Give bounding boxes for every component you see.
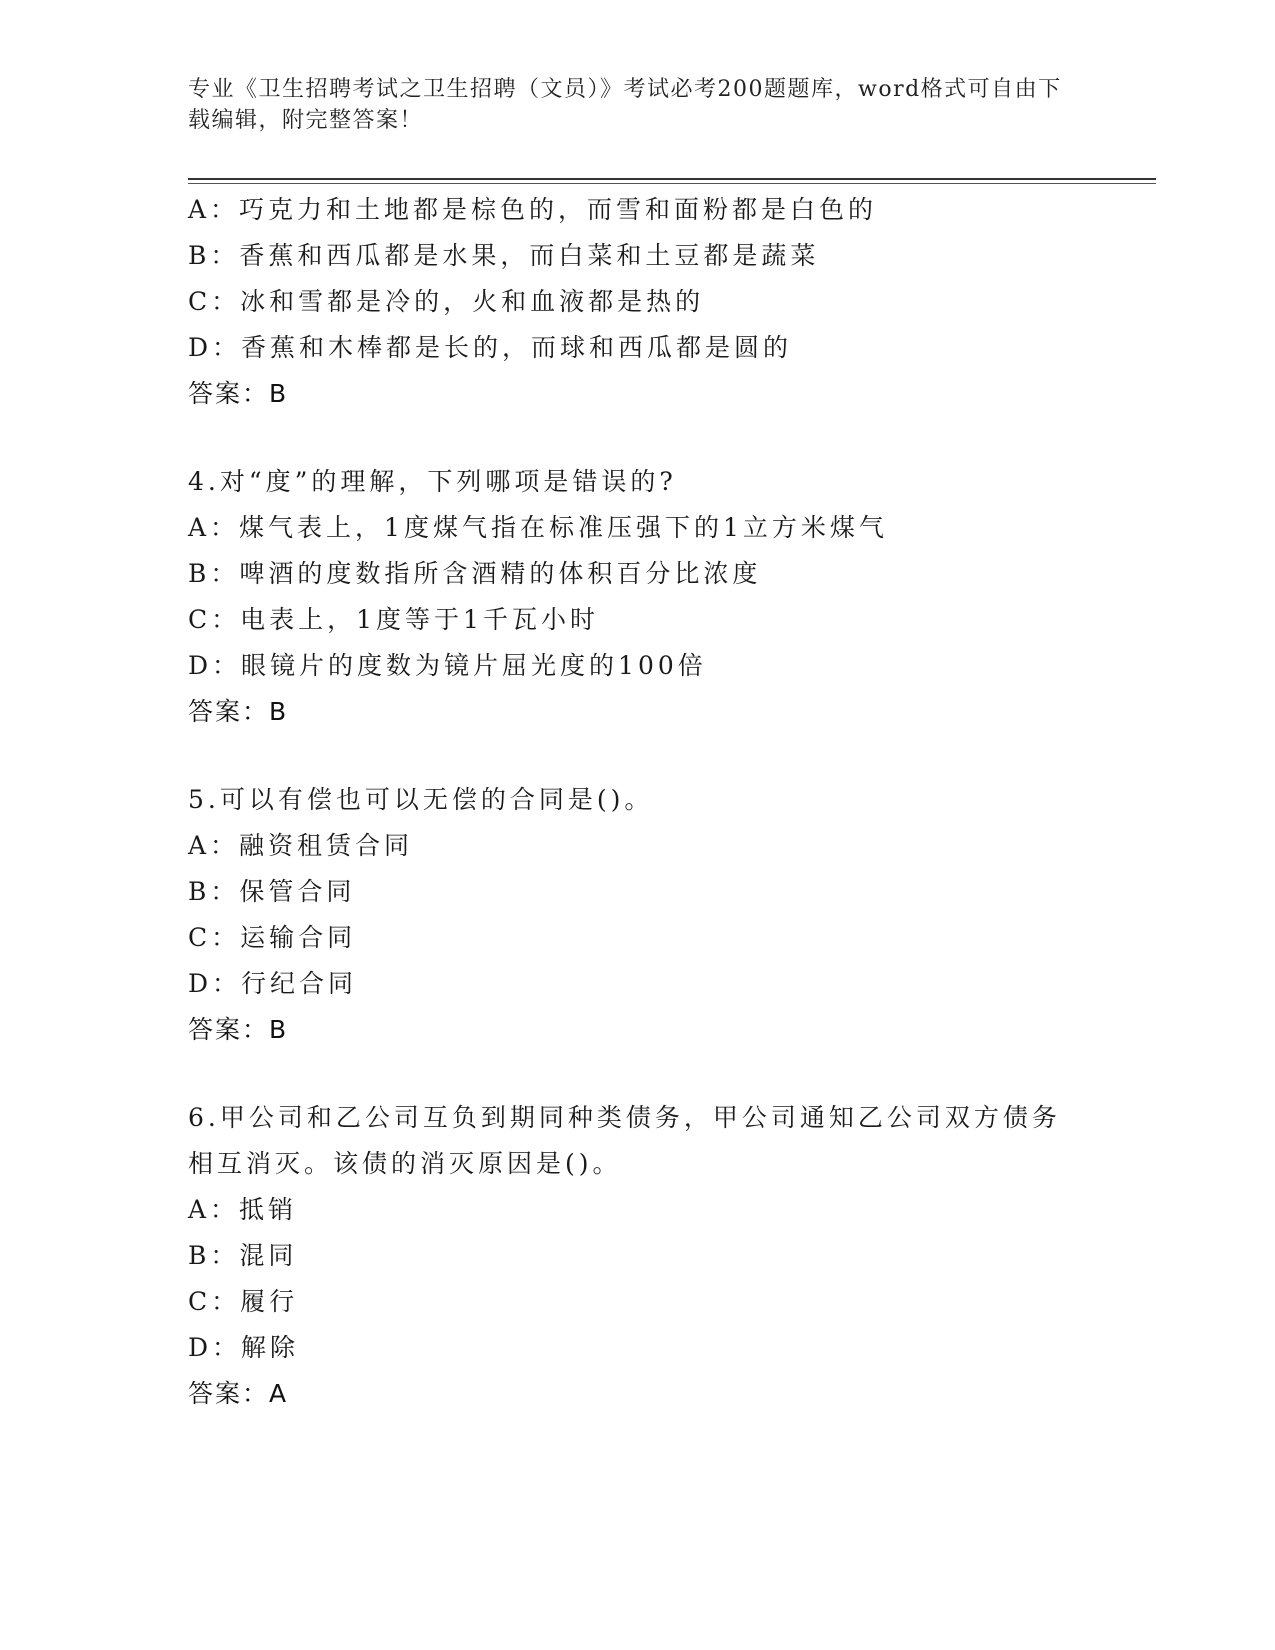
question-3-continued xyxy=(188,187,1068,417)
answer-line: 答案：B xyxy=(188,697,289,726)
option-b: B：香蕉和西瓜都是水果，而白菜和土豆都是蔬菜 xyxy=(188,241,820,270)
question-6 xyxy=(188,1095,1068,1417)
answer-line: 答案：B xyxy=(188,379,289,408)
header-divider-thin xyxy=(188,183,1156,184)
option-d: D：香蕉和木棒都是长的，而球和西瓜都是圆的 xyxy=(188,333,793,362)
option-a: A：融资租赁合同 xyxy=(188,831,414,860)
option-b: B：混同 xyxy=(188,1241,298,1270)
option-a: A：巧克力和土地都是棕色的，而雪和面粉都是白色的 xyxy=(188,195,878,224)
question-4 xyxy=(188,459,1068,735)
spacer xyxy=(188,417,1068,459)
option-b: B：保管合同 xyxy=(188,877,356,906)
spacer xyxy=(188,1053,1068,1095)
answer-line: 答案：A xyxy=(188,1379,289,1408)
header-divider-thick xyxy=(188,178,1156,180)
question-5 xyxy=(188,777,1068,1053)
answer-line: 答案：B xyxy=(188,1015,289,1044)
question-stem: 5.可以有偿也可以无偿的合同是()。 xyxy=(188,785,654,814)
option-c: C：履行 xyxy=(188,1287,299,1316)
document-body xyxy=(188,187,1068,1417)
option-c: C：电表上，1度等于1千瓦小时 xyxy=(188,605,599,634)
option-d: D：眼镜片的度数为镜片屈光度的100倍 xyxy=(188,651,707,680)
option-b: B：啤酒的度数指所含酒精的体积百分比浓度 xyxy=(188,559,762,588)
option-a: A：煤气表上，1度煤气指在标准压强下的1立方米煤气 xyxy=(188,513,888,542)
spacer xyxy=(188,735,1068,777)
question-stem: 6.甲公司和乙公司互负到期同种类债务，甲公司通知乙公司双方债务相互消灭。该债的消灭原因是()。 xyxy=(188,1103,1061,1178)
option-d: D：行纪合同 xyxy=(188,969,358,998)
option-c: C：运输合同 xyxy=(188,923,357,952)
option-a: A：抵销 xyxy=(188,1195,298,1224)
document-header: 专业《卫生招聘考试之卫生招聘（文员）》考试必考200题题库，word格式可自由下载编辑，附完整答案！ xyxy=(188,77,1062,133)
question-stem: 4.对“度”的理解，下列哪项是错误的? xyxy=(188,467,677,496)
option-c: C：冰和雪都是冷的，火和血液都是热的 xyxy=(188,287,705,316)
option-d: D：解除 xyxy=(188,1333,300,1362)
